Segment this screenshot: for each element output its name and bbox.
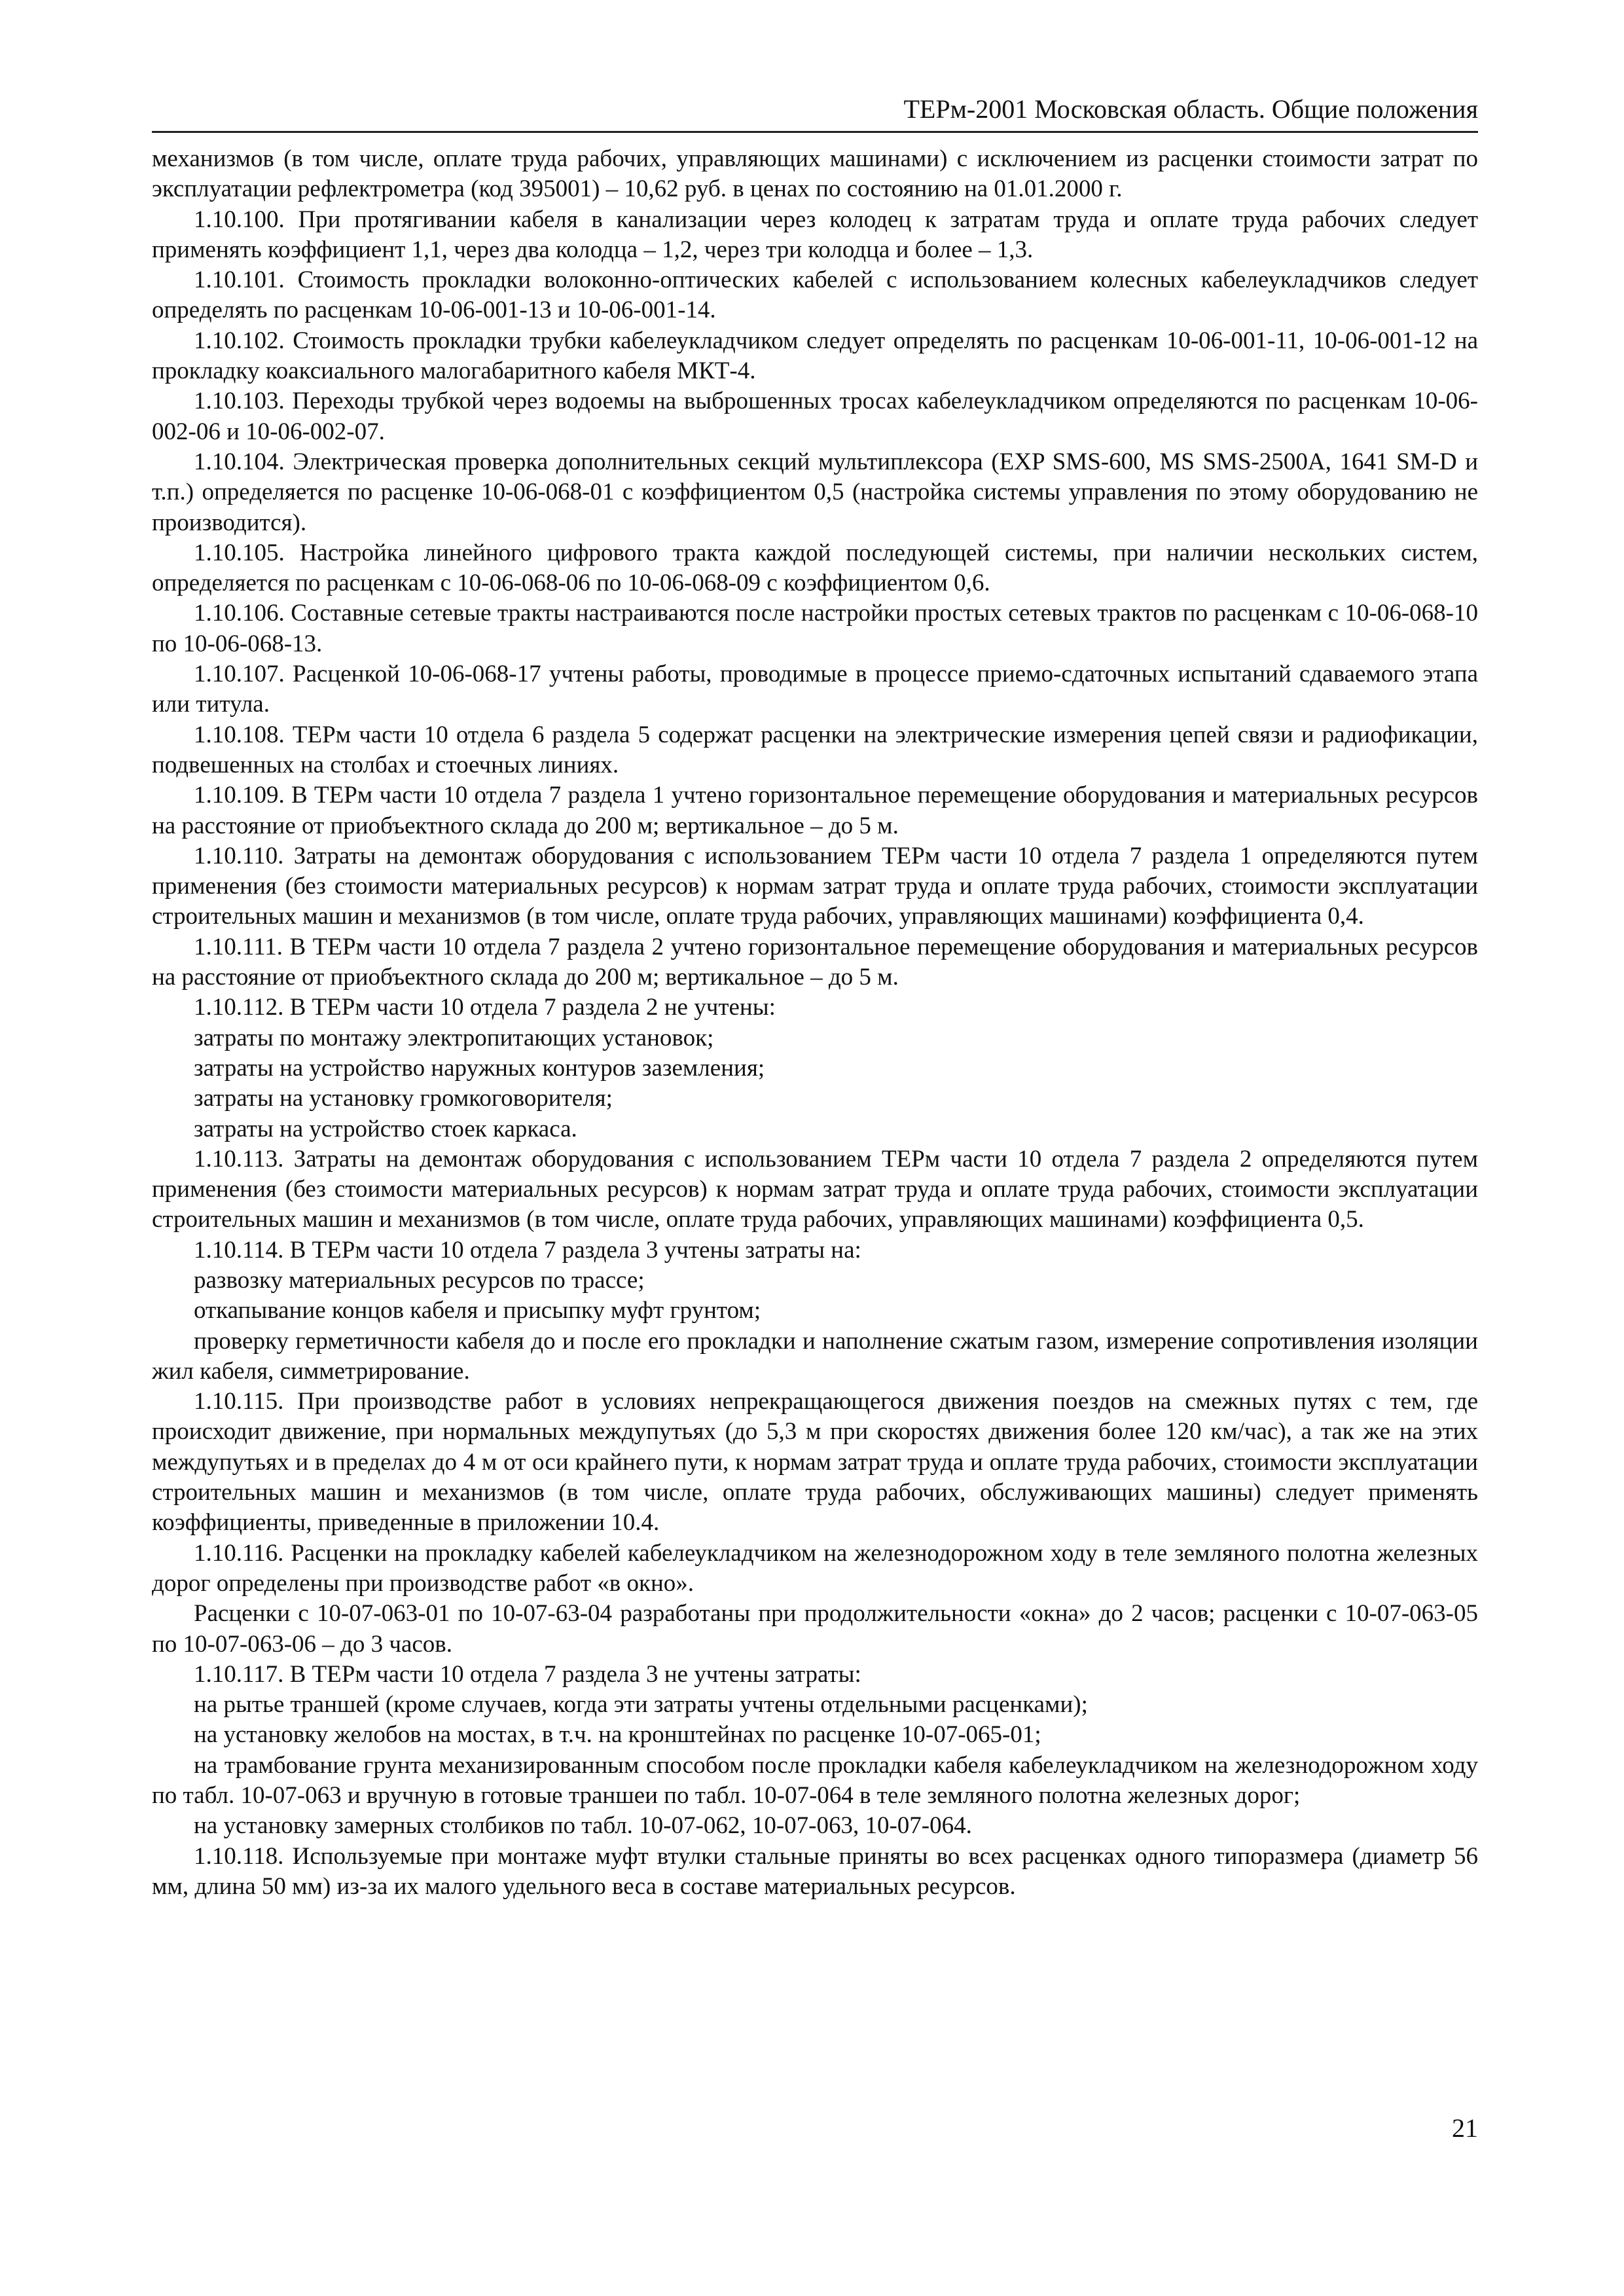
paragraph-rates-note: Расценки с 10-07-063-01 по 10-07-63-04 разработаны при продолжительности «окна» до 2 часов; расценки с 10-07-063-05 по 10-07-063-06 – до 3 часов. [152,1600,1478,1658]
list-item: затраты на устройство наружных контуров заземления; [194,1054,765,1082]
paragraph-1-10-108: 1.10.108. ТЕРм части 10 отдела 6 раздела 5 содержат расценки на электрические измерения цепей связи и радиофикации, подвешенных на столбах и стоечных линиях. [152,721,1478,778]
paragraph-1-10-114: 1.10.114. В ТЕРм части 10 отдела 7 раздела 3 учтены затраты на: [194,1236,861,1264]
running-header: ТЕРм-2001 Московская область. Общие положения [903,94,1478,124]
list-item: затраты по монтажу электропитающих установок; [194,1024,714,1051]
paragraph-1-10-101: 1.10.101. Стоимость прокладки волоконно-оптических кабелей с использованием колесных кабелеукладчиков следует определять по расценкам 10-06-001-13 и 10-06-001-14. [152,266,1478,324]
paragraph-1-10-113: 1.10.113. Затраты на демонтаж оборудования с использованием ТЕРм части 10 отдела 7 раздела 2 определяются путем применения (без стоимости материальных ресурсов) к нормам затрат труда и оплате труда рабочих, стоимости эксплуатации строительных машин и механизмов (в том числе, оплате труда рабочих, управляющих машинами) коэффициента 0,5. [152,1145,1478,1233]
list-item: на рытье траншей (кроме случаев, когда эти затраты учтены отдельными расценками); [194,1691,1088,1719]
paragraph-1-10-117: 1.10.117. В ТЕРм части 10 отдела 7 раздела 3 не учтены затраты: [194,1660,861,1688]
body-text [152,144,1478,1902]
paragraph-1-10-104: 1.10.104. Электрическая проверка дополнительных секций мультиплексора (EXP SMS-600, MS SMS-2500A, 1641 SM-D и т.п.) определяется по расценке 10-06-068-01 с коэффициентом 0,5 (настройка системы управления по этому оборудованию не производится). [152,448,1478,536]
list-item: на установку замерных столбиков по табл. 10-07-062, 10-07-063, 10-07-064. [194,1812,972,1840]
paragraph-1-10-103: 1.10.103. Переходы трубкой через водоемы на выброшенных тросах кабелеукладчиком определяются по расценкам 10-06-002-06 и 10-06-002-07. [152,388,1478,445]
paragraph-1-10-102: 1.10.102. Стоимость прокладки трубки кабелеукладчиком следует определять по расценкам 10-06-001-11, 10-06-001-12 на прокладку коаксиального малогабаритного кабеля МКТ-4. [152,327,1478,385]
list-item: на установку желобов на мостах, в т.ч. на кронштейнах по расценке 10-07-065-01; [194,1721,1041,1749]
paragraph-1-10-107: 1.10.107. Расценкой 10-06-068-17 учтены работы, проводимые в процессе приемо-сдаточных испытаний сдаваемого этапа или титула. [152,661,1478,718]
list-item: проверку герметичности кабеля до и после его прокладки и наполнение сжатым газом, измерение сопротивления изоляции жил кабеля, симметрирование. [152,1327,1478,1385]
paragraph-1-10-109: 1.10.109. В ТЕРм части 10 отдела 7 раздела 1 учтено горизонтальное перемещение оборудования и материальных ресурсов на расстояние от приобъектного склада до 200 м; вертикальное – до 5 м. [152,782,1478,839]
paragraph-1-10-111: 1.10.111. В ТЕРм части 10 отдела 7 раздела 2 учтено горизонтальное перемещение оборудования и материальных ресурсов на расстояние от приобъектного склада до 200 м; вертикальное – до 5 м. [152,933,1478,991]
header-rule [152,131,1478,133]
list-item: на трамбование грунта механизированным способом после прокладки кабеля кабелеукладчиком на железнодорожном ходу по табл. 10-07-063 и вручную в готовые траншеи по табл. 10-07-064 в теле земляного полотна железных дорог; [152,1751,1478,1810]
paragraph-continuation: механизмов (в том числе, оплате труда рабочих, управляющих машинами) с исключением из расценки стоимости затрат по эксплуатации рефлектрометра (код 395001) – 10,62 руб. в ценах по состоянию на 01.01.2000 г. [152,145,1478,203]
list-item: откапывание концов кабеля и присыпку муфт грунтом; [194,1297,761,1324]
paragraph-1-10-106: 1.10.106. Составные сетевые тракты настраиваются после настройки простых сетевых трактов по расценкам с 10-06-068-10 по 10-06-068-13. [152,600,1478,657]
list-item: затраты на устройство стоек каркаса. [194,1115,577,1142]
paragraph-1-10-110: 1.10.110. Затраты на демонтаж оборудования с использованием ТЕРм части 10 отдела 7 раздела 1 определяются путем применения (без стоимости материальных ресурсов) к нормам затрат труда и оплате труда рабочих, стоимости эксплуатации строительных машин и механизмов (в том числе, оплате труда рабочих, управляющих машинами) коэффициента 0,4. [152,842,1478,930]
paragraph-1-10-118: 1.10.118. Используемые при монтаже муфт втулки стальные приняты во всех расценках одного типоразмера (диаметр 56 мм, длина 50 мм) из-за их малого удельного веса в составе материальных ресурсов. [152,1842,1478,1900]
paragraph-1-10-116: 1.10.116. Расценки на прокладку кабелей кабелеукладчиком на железнодорожном ходу в теле земляного полотна железных дорог определены при производстве работ «в окно». [152,1539,1478,1597]
paragraph-1-10-115: 1.10.115. При производстве работ в условиях непрекращающегося движения поездов на смежных путях с тем, где происходит движение, при нормальных междупутьях (до 5,3 м при скоростях движения более 120 км/час), а так же на этих междупутьях и в пределах до 4 м от оси крайнего пути, к нормам затрат труда и оплате труда рабочих, стоимости эксплуатации строительных машин и механизмов (в том числе, оплате труда рабочих, обслуживающих машины) следует применять коэффициенты, приведенные в приложении 10.4. [152,1388,1478,1537]
paragraph-1-10-112: 1.10.112. В ТЕРм части 10 отдела 7 раздела 2 не учтены: [194,994,776,1021]
paragraph-1-10-105: 1.10.105. Настройка линейного цифрового тракта каждой последующей системы, при наличии нескольких систем, определяется по расценкам с 10-06-068-06 по 10-06-068-09 с коэффициентом 0,6. [152,539,1478,597]
page-number: 21 [1452,2113,1478,2143]
paragraph-1-10-100: 1.10.100. При протягивании кабеля в канализации через колодец к затратам труда и оплате труда рабочих следует применять коэффициент 1,1, через два колодца – 1,2, через три колодца и более – 1,3. [152,206,1478,263]
list-item: затраты на установку громкоговорителя; [194,1085,613,1112]
list-item: развозку материальных ресурсов по трассе; [194,1266,645,1294]
